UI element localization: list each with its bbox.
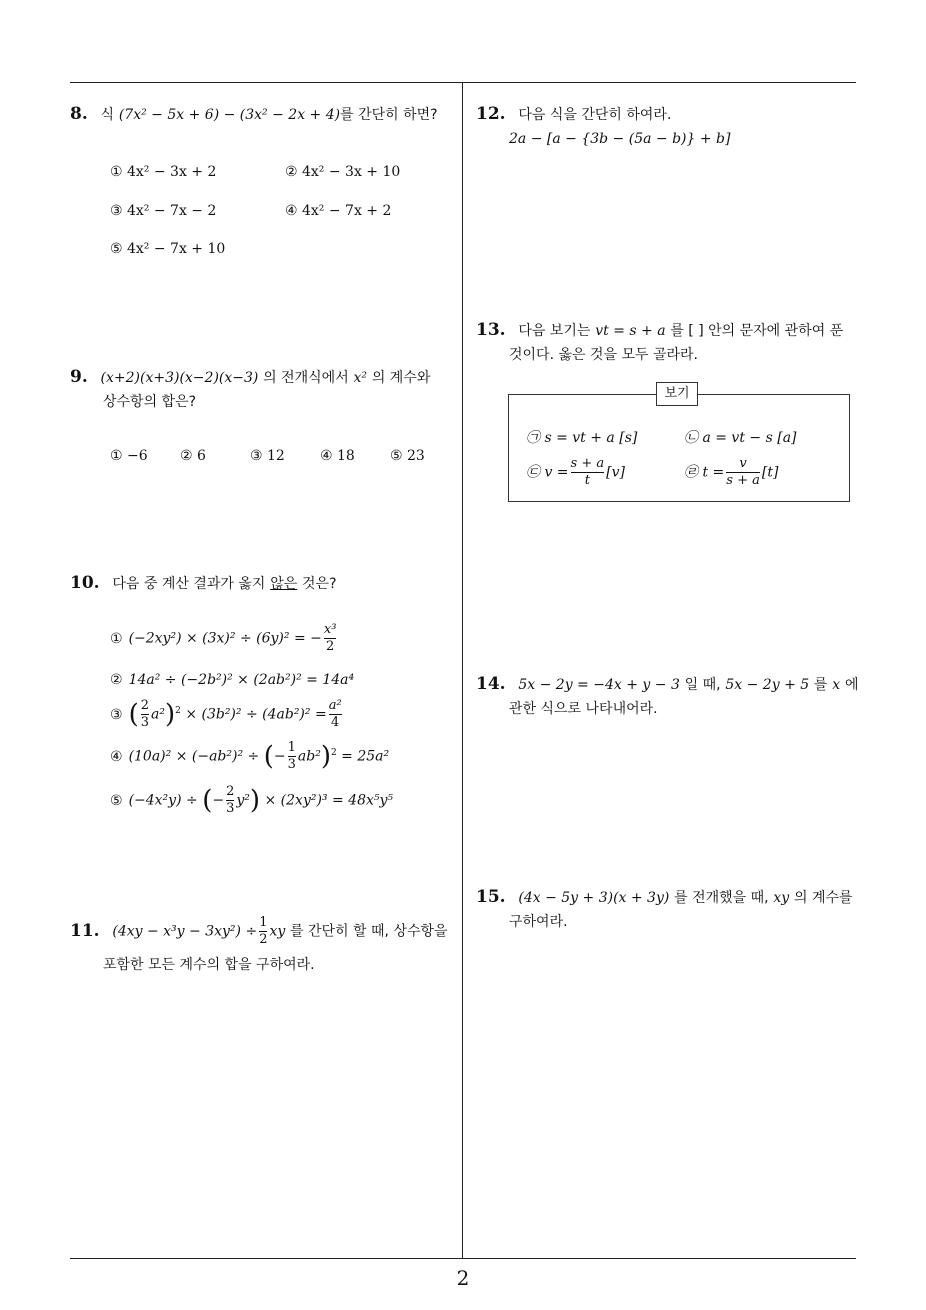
question-number: 14.: [476, 674, 506, 694]
question-9: 9. (x+2)(x+3)(x−2)(x−3) 의 전개식에서 x² 의 계수와 상수항의 합은?: [70, 367, 431, 410]
choice-5[interactable]: ⑤ 23: [390, 448, 425, 464]
choice-3[interactable]: ③ 12: [250, 448, 285, 464]
example-item-3[interactable]: ㉢ v = $\frac{s + a}{t}$ [v]: [526, 456, 625, 488]
question-number: 15.: [476, 887, 506, 907]
choice-2[interactable]: ② 14a² ÷ (−2b²)² × (2ab²)² = 14a⁴: [110, 672, 355, 688]
choice-4[interactable]: ④ (10a)² × (−ab²)² ÷ (− $\frac{1}{3}$ ab²)$^2$ = 25a²: [110, 740, 390, 772]
example-item-1[interactable]: ㉠ s = vt + a [s]: [526, 430, 638, 446]
math-expr: (7x² − 5x + 6) − (3x² − 2x + 4): [118, 107, 341, 123]
column-divider: [462, 82, 463, 1259]
choice-2[interactable]: ② 6: [180, 448, 206, 464]
question-number: 8.: [70, 104, 88, 124]
question-13: 13. 다음 보기는 vt = s + a 를 [ ] 안의 문자에 관하여 푼 것이다. 옳은 것을 모두 골라라.: [476, 320, 844, 363]
example-item-2[interactable]: ㉡ a = vt − s [a]: [684, 430, 797, 446]
fraction: $\frac{\text{x³}}{2}$: [323, 622, 337, 654]
choice-5[interactable]: ⑤ (−4x²y) ÷ (− $\frac{2}{3}$ y²) × (2xy²)³ = 48x⁵y⁵: [110, 784, 394, 816]
question-number: 9.: [70, 367, 88, 387]
choice-2[interactable]: ② 4x² − 3x + 10: [285, 164, 401, 180]
question-number: 10.: [70, 573, 100, 593]
question-15: 15. (4x − 5y + 3)(x + 3y) 를 전개했을 때, xy 의 계수를 구하여라.: [476, 887, 853, 930]
question-number: 13.: [476, 320, 506, 340]
question-12: 12. 다음 식을 간단히 하여라. 2a − [a − {3b − (5a − b)} + b]: [476, 104, 731, 147]
question-11: 11. (4xy − x³y − 3xy²) ÷ $\frac{1}{2}$ xy 를 간단히 할 때, 상수항을 포함한 모든 계수의 합을 구하여라.: [70, 915, 448, 973]
example-box-label: 보기: [656, 382, 698, 406]
top-rule: [70, 82, 856, 83]
page-number: 2: [456, 1266, 470, 1290]
question-number: 11.: [70, 920, 100, 941]
question-number: 12.: [476, 104, 506, 124]
choice-3[interactable]: ③ ( $\frac{2}{3}$ a²)$^2$ × (3b²)² ÷ (4ab²)² = $\frac{\text{a²}}{4}$: [110, 698, 342, 730]
choice-5[interactable]: ⑤ 4x² − 7x + 10: [110, 241, 226, 257]
choice-1[interactable]: ① 4x² − 3x + 2: [110, 164, 217, 180]
bottom-rule: [70, 1258, 856, 1259]
question-8: 8. 식 (7x² − 5x + 6) − (3x² − 2x + 4)를 간단히 하면?: [70, 104, 438, 124]
example-item-4[interactable]: ㉣ t = $\frac{v}{s + a}$ [t]: [684, 456, 779, 488]
choice-1[interactable]: ① −6: [110, 448, 148, 464]
choice-1[interactable]: ① (−2xy²) × (3x)² ÷ (6y)² = − $\frac{\text{x³}}{2}$: [110, 622, 337, 654]
question-14: 14. 5x − 2y = −4x + y − 3 일 때, 5x − 2y + 5 를 x 에 관한 식으로 나타내어라.: [476, 674, 859, 717]
question-10: 10. 다음 중 계산 결과가 옳지 않은 것은?: [70, 573, 337, 593]
choice-4[interactable]: ④ 18: [320, 448, 355, 464]
choice-3[interactable]: ③ 4x² − 7x − 2: [110, 203, 217, 219]
choice-4[interactable]: ④ 4x² − 7x + 2: [285, 203, 392, 219]
